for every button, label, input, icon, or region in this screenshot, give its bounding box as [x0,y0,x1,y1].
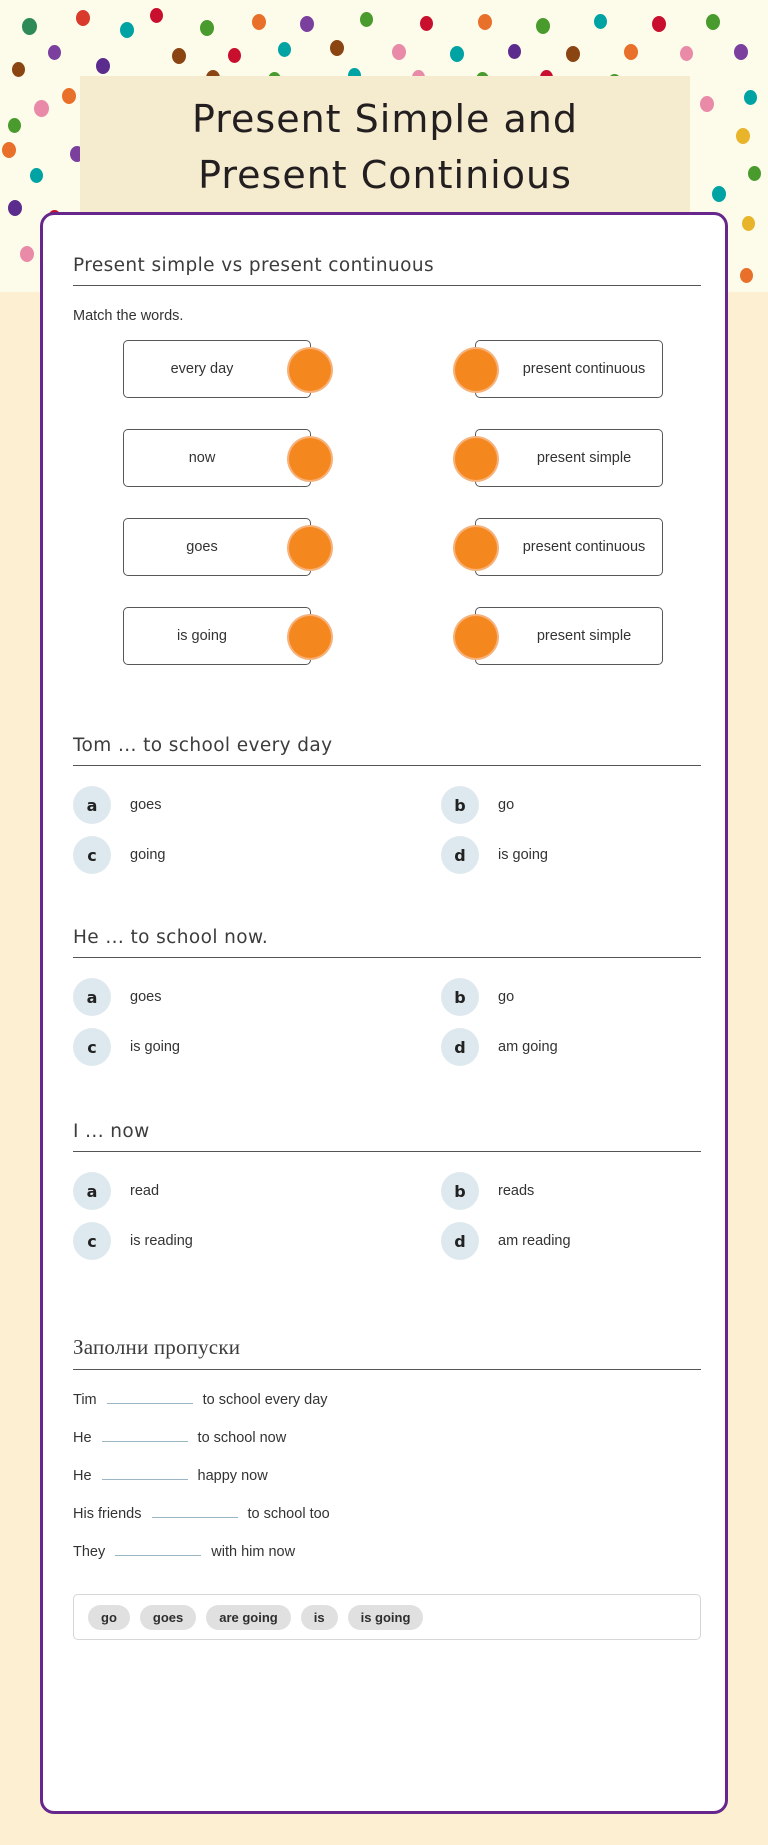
match-connector-dot[interactable] [455,438,497,480]
confetti-dot [736,128,750,144]
match-right-label: present continuous [522,538,646,555]
match-row [73,607,701,665]
confetti-dot [594,14,607,29]
confetti-dot [536,18,550,34]
option-a[interactable] [73,784,387,826]
match-left-box[interactable] [123,607,311,665]
option-letter-badge: d [441,836,479,874]
confetti-dot [566,46,580,62]
option-c[interactable] [73,1220,387,1262]
option-letter-badge: d [441,1028,479,1066]
match-left-label: goes [186,538,218,555]
fill-row [73,1500,701,1538]
confetti-dot [34,100,49,117]
option-label: am reading [498,1233,571,1249]
confetti-dot [278,42,291,57]
option-label: is going [130,1039,180,1055]
option-b[interactable] [387,1170,701,1212]
confetti-dot [712,186,726,202]
confetti-dot [62,88,76,104]
word-bank-pill[interactable]: is going [348,1605,424,1630]
confetti-dot [30,168,43,183]
option-letter-badge: c [73,836,111,874]
confetti-dot [700,96,714,112]
confetti-dot [96,58,110,74]
match-connector-dot[interactable] [289,349,331,391]
fill-blank-input[interactable] [102,1424,188,1442]
option-label: goes [130,797,162,813]
confetti-dot [624,44,638,60]
match-connector-dot[interactable] [289,616,331,658]
confetti-dot [150,8,163,23]
confetti-dot [48,45,61,60]
option-label: goes [130,989,162,1005]
option-grid [73,976,701,1068]
match-connector-dot[interactable] [289,527,331,569]
confetti-dot [200,20,214,36]
confetti-dot [742,216,755,231]
match-left-label: now [188,449,216,466]
match-left-label: every day [170,360,234,377]
option-label: is going [498,847,548,863]
option-c[interactable] [73,1026,387,1068]
confetti-dot [330,40,344,56]
fill-row-suffix: happy now [197,1468,268,1484]
question-block [73,735,701,876]
word-bank-pill[interactable]: is [301,1605,338,1630]
option-label: reads [498,1183,535,1199]
fill-row-prefix: He [73,1430,92,1446]
option-letter-badge: a [73,786,111,824]
fill-row-prefix: Tim [73,1392,97,1408]
fill-blank-input[interactable] [107,1386,193,1404]
confetti-dot [450,46,464,62]
option-label: is reading [130,1233,193,1249]
option-d[interactable] [387,1220,701,1262]
question-heading: He ... to school now. [73,927,701,958]
confetti-dot [12,62,25,77]
question-heading: I ... now [73,1121,701,1152]
fill-blank-input[interactable] [115,1538,201,1556]
option-label: read [130,1183,160,1199]
match-left-label: is going [177,627,227,644]
match-row [73,429,701,487]
confetti-dot [478,14,492,30]
match-right-box[interactable] [475,429,663,487]
question-block [73,927,701,1068]
option-letter-badge: a [73,978,111,1016]
match-left-box[interactable] [123,340,311,398]
confetti-dot [706,14,720,30]
confetti-dot [228,48,241,63]
confetti-dot [2,142,16,158]
option-c[interactable] [73,834,387,876]
fill-row [73,1386,701,1424]
option-b[interactable] [387,784,701,826]
match-right-label: present simple [536,449,632,466]
confetti-dot [22,18,37,35]
worksheet-card [40,212,728,1814]
confetti-dot [8,200,22,216]
confetti-dot [734,44,748,60]
question-heading: Tom ... to school every day [73,735,701,766]
match-connector-dot[interactable] [289,438,331,480]
match-instruction: Match the words. [73,308,184,324]
confetti-dot [76,10,90,26]
fill-row-prefix: His friends [73,1506,142,1522]
word-bank-pill[interactable]: go [88,1605,130,1630]
match-right-label: present continuous [522,360,646,377]
word-bank [73,1594,701,1640]
confetti-dot [744,90,757,105]
fill-row-suffix: with him now [211,1544,296,1560]
option-letter-badge: a [73,1172,111,1210]
confetti-dot [740,268,753,283]
option-label: going [130,847,166,863]
confetti-dot [172,48,186,64]
option-letter-badge: b [441,978,479,1016]
option-a[interactable] [73,1170,387,1212]
word-bank-pill[interactable]: goes [140,1605,196,1630]
fill-row-suffix: to school every day [202,1392,328,1408]
match-left-box[interactable] [123,429,311,487]
match-connector-dot[interactable] [455,527,497,569]
fill-blank-input[interactable] [152,1500,238,1518]
option-grid [73,784,701,876]
fill-row-prefix: They [73,1544,106,1560]
fill-blank-input[interactable] [102,1462,188,1480]
confetti-dot [392,44,406,60]
match-section [73,255,701,696]
match-row [73,340,701,398]
match-right-box[interactable] [475,518,663,576]
match-section-heading: Present simple vs present continuous [73,255,701,286]
option-letter-badge: b [441,1172,479,1210]
fill-in-the-blanks-section [73,1335,701,1640]
option-d[interactable] [387,1026,701,1068]
confetti-dot [360,12,373,27]
option-letter-badge: d [441,1222,479,1260]
fill-row-suffix: to school now [197,1430,287,1446]
option-d[interactable] [387,834,701,876]
confetti-dot [652,16,666,32]
page-title-line-1: Present Simple and [192,96,578,141]
option-label: go [498,797,515,813]
match-right-label: present simple [536,627,632,644]
fill-section-heading: Заполни пропуски [73,1335,701,1370]
option-a[interactable] [73,976,387,1018]
question-block [73,1121,701,1262]
match-row [73,518,701,576]
confetti-dot [8,118,21,133]
page-title [80,76,690,218]
fill-rows [73,1386,701,1576]
confetti-dot [420,16,433,31]
match-connector-dot[interactable] [455,616,497,658]
option-label: go [498,989,515,1005]
fill-row [73,1424,701,1462]
fill-row [73,1462,701,1500]
word-bank-pill[interactable]: are going [206,1605,291,1630]
confetti-dot [120,22,134,38]
confetti-dot [508,44,521,59]
match-right-box[interactable] [475,607,663,665]
confetti-dot [300,16,314,32]
option-letter-badge: c [73,1222,111,1260]
option-b[interactable] [387,976,701,1018]
option-grid [73,1170,701,1262]
fill-row-suffix: to school too [247,1506,330,1522]
confetti-dot [252,14,266,30]
fill-row [73,1538,701,1576]
page-title-line-2: Present Continious [198,153,572,197]
confetti-dot [680,46,693,61]
option-letter-badge: b [441,786,479,824]
match-right-box[interactable] [475,340,663,398]
fill-row-prefix: He [73,1468,92,1484]
match-left-box[interactable] [123,518,311,576]
confetti-dot [20,246,34,262]
confetti-dot [748,166,761,181]
option-letter-badge: c [73,1028,111,1066]
match-rows [73,340,701,665]
option-label: am going [498,1039,558,1055]
match-connector-dot[interactable] [455,349,497,391]
